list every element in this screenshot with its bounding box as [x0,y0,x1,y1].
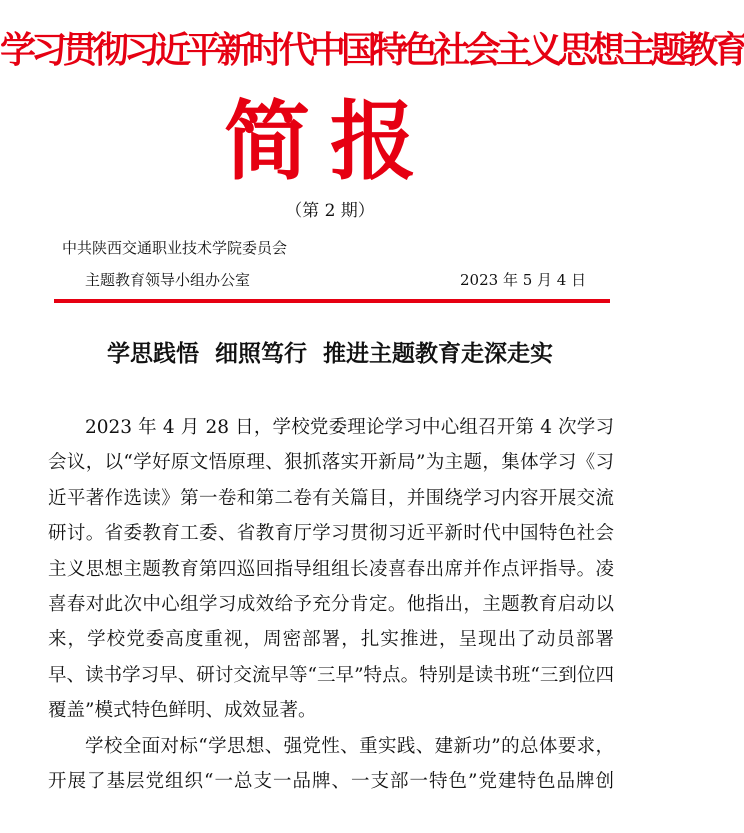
org-line-2: 主题教育领导小组办公室 [85,271,251,289]
article-body [48,410,614,799]
red-divider [54,299,610,303]
masthead-report: 简报 [224,91,436,192]
paragraph-2: 学校全面对标“学思想、强党性、重实践、建新功”的总体要求，开展了基层党组织“一总支一品牌、一支部一特色”党建特色品牌创 [48,735,614,793]
issue-date: 2023 年 5 月 4 日 [460,271,587,289]
article-headline: 学思践悟 细照笃行 推进主题教育走深走实 [106,340,554,367]
org-line-1: 中共陕西交通职业技术学院委员会 [62,239,288,257]
masthead-title: 学习贯彻习近平新时代中国特色社会主义思想主题教育 [0,30,744,71]
issue-number: （第 2 期） [285,201,375,221]
paragraph-1: 2023 年 4 月 28 日，学校党委理论学习中心组召开第 4 次学习会议，以“学好原文悟原理、狠抓落实开新局”为主题，集体学习《习近平著作选读》第一卷和第二卷有关篇目，并围绕学习内容开展交流研讨。省委教育工委、省教育厅学习贯彻习近平新时代中国特色社会主义思想主题教育第四巡回指导组组长凌喜春出席并作点评指导。凌喜春对此次中心组学习成效给予充分肯定。他指出，主题教育启动以来，学校党委高度重视，周密部署，扎实推进，呈现出了动员部署早、读书学习早、研讨交流早等“三早”特点。特别是读书班“三到位四覆盖”模式特色鲜明、成效显著。 [48,417,614,722]
